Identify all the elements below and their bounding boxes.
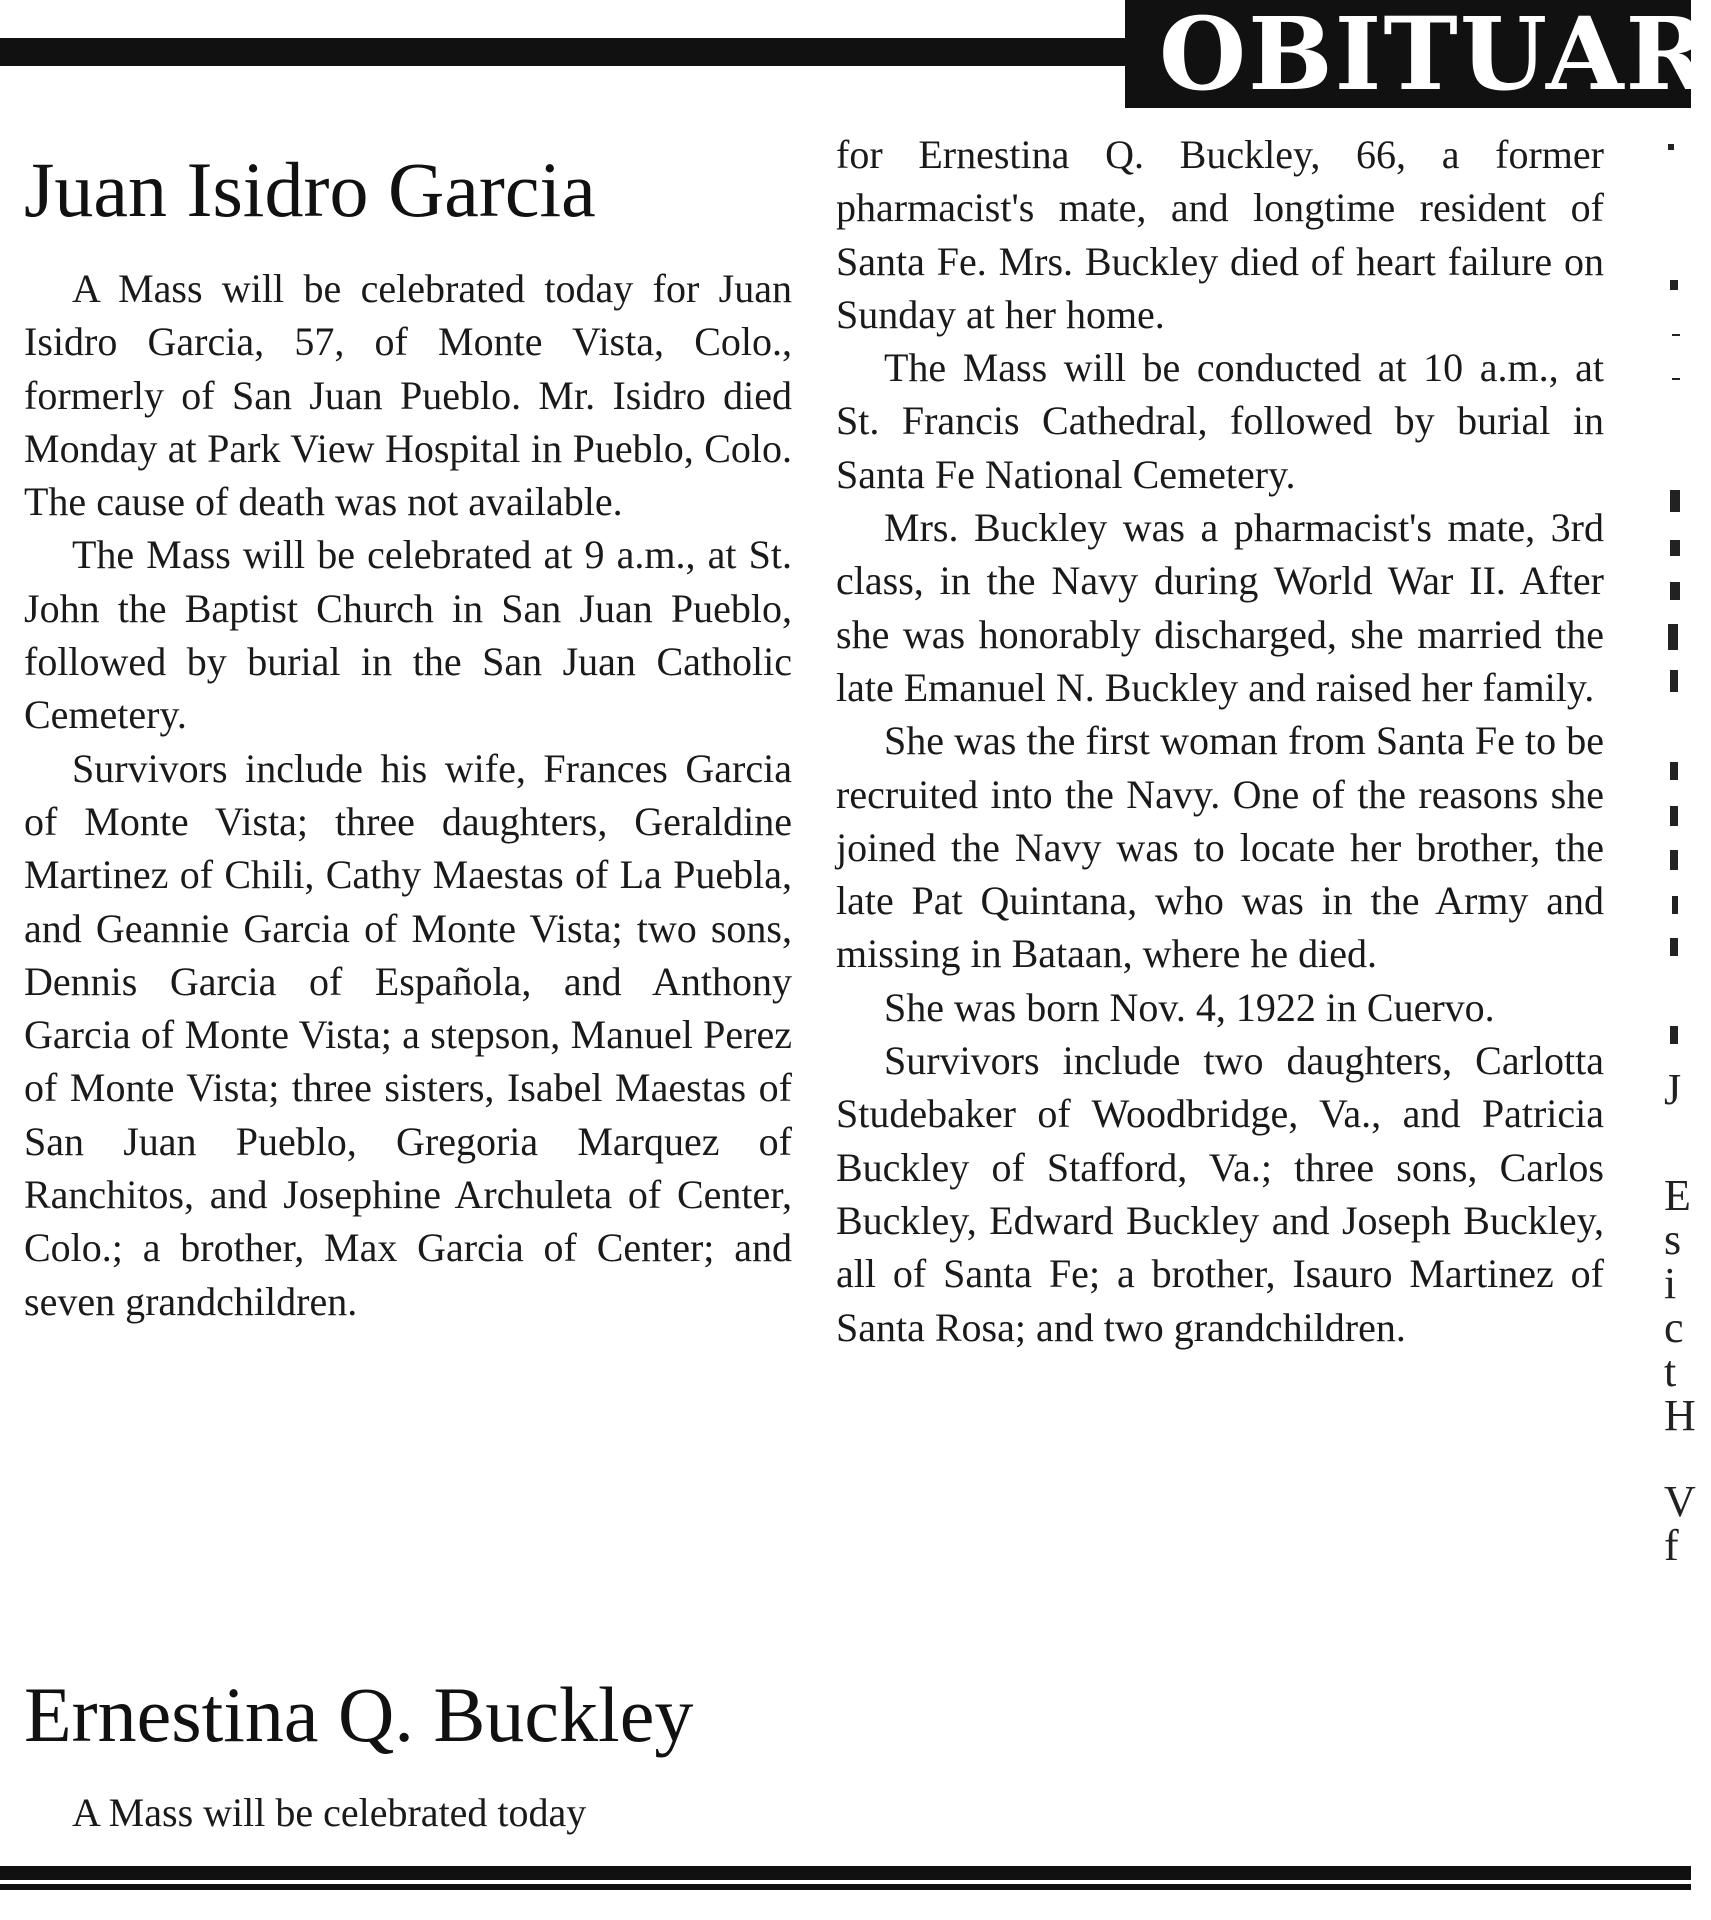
obituary-body-buckley-start bbox=[24, 1786, 792, 1839]
glyph-fragment: J bbox=[1664, 1065, 1682, 1114]
text-fragment bbox=[1672, 334, 1680, 336]
paragraph: She was the first woman from Santa Fe to be recruited into the Navy. One of the reasons she joined the Navy was to locate her brother, the late Pat Quintana, who was in the Army and missing in Bataan, where he died. bbox=[836, 718, 1604, 977]
text-fragment bbox=[1670, 762, 1678, 780]
text-fragment bbox=[1668, 144, 1674, 150]
text-fragment bbox=[1670, 1026, 1678, 1044]
bottom-rule bbox=[0, 1866, 1691, 1880]
paragraph: The Mass will be conducted at 10 a.m., at St. Francis Cathedral, followed by burial in Santa Fe National Cemetery. bbox=[836, 345, 1604, 497]
glyph-fragment: t bbox=[1664, 1347, 1677, 1396]
text-fragment bbox=[1670, 670, 1678, 692]
paragraph: for Ernestina Q. Buckley, 66, a former pharmacist's mate, and longtime resident of Santa Fe. Mrs. Buckley died of heart failure on Sunday at her home. bbox=[836, 132, 1604, 337]
obituary-body-garcia bbox=[24, 262, 792, 1328]
text-fragment bbox=[1670, 938, 1678, 956]
paragraph: A Mass will be celebrated today for Juan Isidro Garcia, 57, of Monte Vista, Colo., formerly of San Juan Pueblo. Mr. Isidro died Monday at Park View Hospital in Pueblo, Colo. The cause of death was not available. bbox=[24, 266, 792, 525]
paragraph: Survivors include two daughters, Carlotta Studebaker of Woodbridge, Va., and Patricia Buckley of Stafford, Va.; three sons, Carlos Buckley, Edward Buckley and Joseph Buckley, all of Santa Fe; a brother, Isauro Martinez of Santa Rosa; and two grandchildren. bbox=[836, 1038, 1604, 1350]
text-fragment bbox=[1668, 624, 1678, 650]
paragraph: The Mass will be celebrated at 9 a.m., at St. John the Baptist Church in San Juan Pueblo, followed by burial in the San Juan Catholic Cemetery. bbox=[24, 532, 792, 738]
text-fragment bbox=[1670, 490, 1680, 512]
text-fragment bbox=[1672, 378, 1680, 380]
glyph-fragment: H bbox=[1664, 1391, 1696, 1440]
paragraph: She was born Nov. 4, 1922 in Cuervo. bbox=[884, 984, 1495, 1030]
obituary-body-buckley bbox=[836, 128, 1604, 1354]
paragraph: Survivors include his wife, Frances Garcia of Monte Vista; three daughters, Geraldine Martinez of Chili, Cathy Maestas of La Puebla, and Geannie Garcia of Monte Vista; two sons, Dennis Garcia of Española, and Anthony Garcia of Monte Vista; a stepson, Manuel Perez of Monte Vista; three sisters, Isabel Maestas of San Juan Pueblo, Gregoria Marquez of Ranchitos, and Josephine Archuleta of Center, Colo.; a brother, Max Garcia of Center; and seven grandchildren. bbox=[24, 745, 792, 1324]
obituary-headline-garcia: Juan Isidro Garcia bbox=[24, 146, 596, 233]
glyph-fragment: c bbox=[1664, 1303, 1684, 1352]
section-banner: OBITUAR bbox=[1125, 0, 1691, 108]
paragraph: A Mass will be celebrated today bbox=[72, 1790, 587, 1835]
text-fragment bbox=[1670, 850, 1678, 870]
bottom-rule-thin bbox=[0, 1884, 1691, 1890]
obituary-headline-buckley: Ernestina Q. Buckley bbox=[24, 1671, 694, 1758]
glyph-fragment: E bbox=[1664, 1171, 1691, 1220]
glyph-fragment: i bbox=[1664, 1259, 1677, 1308]
glyph-fragment: s bbox=[1664, 1215, 1682, 1264]
glyph-fragment: V bbox=[1664, 1477, 1696, 1526]
text-fragment bbox=[1670, 280, 1678, 290]
text-fragment bbox=[1670, 582, 1680, 600]
text-fragment bbox=[1670, 806, 1678, 826]
clipped-column-fragments bbox=[1650, 108, 1696, 1858]
paragraph: Mrs. Buckley was a pharmacist's mate, 3rd class, in the Navy during World War II. After she was honorably discharged, she married the late Emanuel N. Buckley and raised her family. bbox=[836, 505, 1604, 710]
text-fragment bbox=[1670, 540, 1680, 556]
glyph-fragment: f bbox=[1664, 1521, 1679, 1570]
text-fragment bbox=[1672, 896, 1678, 914]
